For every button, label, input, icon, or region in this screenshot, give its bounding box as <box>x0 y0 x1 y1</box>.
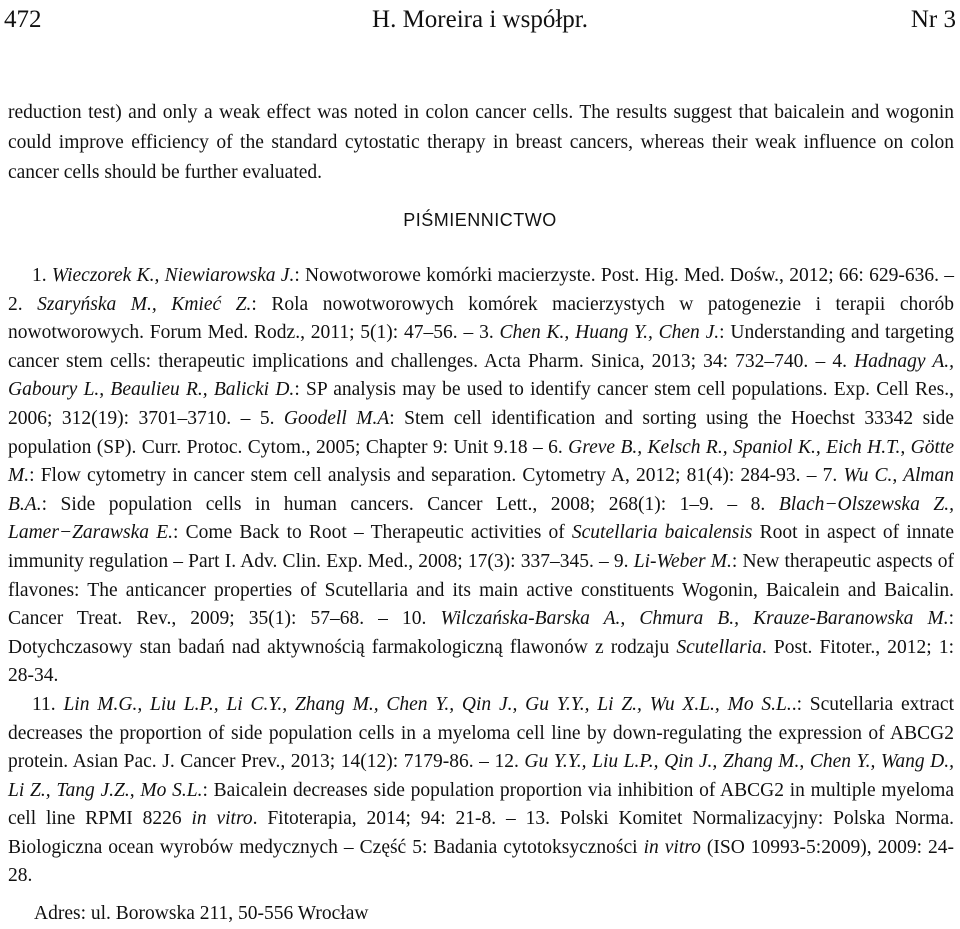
ref-text: : Stem cell identification and sorting using the Hoechst 33342 side population (SP). Curr. Protoc. Cytom., 2005; Chapter 9: Unit 9.18 – 6. <box>8 407 955 458</box>
ref-number: 11. <box>32 693 64 715</box>
ref-text: : Baicalein decreases side population proportion via inhibition of ABCG2 in multiple myeloma cell line RPMI 8226 <box>8 779 954 830</box>
correspondence-address: Adres: ul. Borowska 211, 50-556 Wrocław <box>34 903 369 924</box>
ref-authors: Hadnagy A., Gaboury L., Beaulieu R., Balicki D. <box>8 350 955 401</box>
ref-text: : Side population cells in human cancers. Cancer Lett., 2008; 268(1): 1–9. – 8. <box>41 493 779 515</box>
ref-text: : Understanding and targeting cancer stem cells: therapeutic implications and challenges. Acta Pharm. Sinica, 2013; 34: 732–740. – 4. <box>8 322 954 372</box>
ref-authors: Li-Weber M. <box>633 550 732 572</box>
ref-authors: Gu Y.Y., Liu L.P., Qin J., Zhang M., Chen Y., Wang D., Li Z., Tang J.Z., Mo S.L. <box>8 751 954 801</box>
ref-text: : Flow cytometry in cancer stem cell analysis and separation. Cytometry A, 2012; 81(4): 284-93. – 7. <box>29 465 844 487</box>
ref-text: : SP analysis may be used to identify cancer stem cell populations. Exp. Cell Res., 2006; 312(19): 3701–3710. – 5. <box>8 379 954 429</box>
ref-text: : Come Back to Root – Therapeutic activities of <box>172 522 572 544</box>
ref-text: . Fitoterapia, 2014; 94: 21-8. – 13. Polski Komitet Normalizacyjny: Polska Norma. Biologiczna ocean wyrobów medycznych – Część 5: Badania cytotoksyczności <box>8 808 954 858</box>
running-header <box>0 0 960 40</box>
running-header-authors: H. Moreira i współpr. <box>372 6 588 33</box>
references-paragraph-2 <box>8 691 954 891</box>
abstract-text: reduction test) and only a weak effect was noted in colon cancer cells. The results suggest that baicalein and wogonin could improve efficiency of the standard cytostatic therapy in breast cancers, whereas their weak influence on colon cancer cells should be further evaluated. <box>8 101 954 183</box>
ref-in-vitro: in vitro <box>191 808 253 830</box>
page-number: 472 <box>4 6 42 33</box>
references-heading: PIŚMIENNICTWO <box>403 210 557 230</box>
ref-authors: Greve B., Kelsch R., Spaniol K., Eich H.T., Götte M. <box>8 436 954 487</box>
ref-authors: Blach−Olszewska Z., Lamer−Zarawska E. <box>8 493 954 544</box>
ref-authors: Wu C., Alman B.A. <box>8 465 955 515</box>
ref-text: (ISO 10993-5:2009), 2009: 24-28. <box>8 836 954 887</box>
ref-text: : Nowotworowe komórki macierzyste. Post. Hig. Med. Dośw., 2012; 66: 629-636. – 2. <box>8 265 954 315</box>
ref-genus: Scutellaria <box>676 636 762 658</box>
ref-authors: Szaryńska M., Kmieć Z. <box>37 293 252 315</box>
ref-authors: Wieczorek K., Niewiarowska J. <box>51 265 295 286</box>
ref-text: : Rola nowotworowych komórek macierzystych w patogenezie i terapii chorób nowotworowych. Forum Med. Rodz., 2011; 5(1): 47–56. – 3. <box>8 293 955 344</box>
ref-authors: Goodell M.A <box>283 407 390 429</box>
ref-text: Root in aspect of innate immunity regulation – Part I. Adv. Clin. Exp. Med., 2008; 17(3): 337–345. – 9. <box>8 522 955 572</box>
ref-number: 1. <box>32 265 52 286</box>
ref-authors: Lin M.G., Liu L.P., Li C.Y., Zhang M., Chen Y., Qin J., Gu Y.Y., Li Z., Wu X.L., Mo S.L. <box>63 693 792 715</box>
ref-text: : Dotychczasowy stan badań nad aktywnością farmakologiczną flawonów z rodzaju <box>8 608 955 658</box>
ref-authors: Wilczańska-Barska A., Chmura B., Krauze-Baranowska M. <box>440 608 949 630</box>
ref-species: Scutellaria baicalensis <box>571 522 753 544</box>
ref-text: .: Scutellaria extract decreases the proportion of side population cells in a myeloma cell line by down-regulating the expression of ABCG2 protein. Asian Pac. J. Cancer Prev., 2013; 14(12): 7179-86. – 12. <box>8 693 955 773</box>
issue-number: Nr 3 <box>910 6 956 33</box>
ref-authors: Chen K., Huang Y., Chen J. <box>499 322 720 344</box>
ref-in-vitro: in vitro <box>643 836 701 858</box>
references-paragraph-1 <box>8 262 954 691</box>
ref-text: : New therapeutic aspects of flavones: The anticancer properties of Scutellaria and its main active constituents Wogonin, Baicalein and Baicalin. Cancer Treat. Rev., 2009; 35(1): 57–68. – 10. <box>8 550 954 630</box>
ref-text: . Post. Fitoter., 2012; 1: 28-34. <box>8 636 955 687</box>
references-list <box>8 262 954 891</box>
